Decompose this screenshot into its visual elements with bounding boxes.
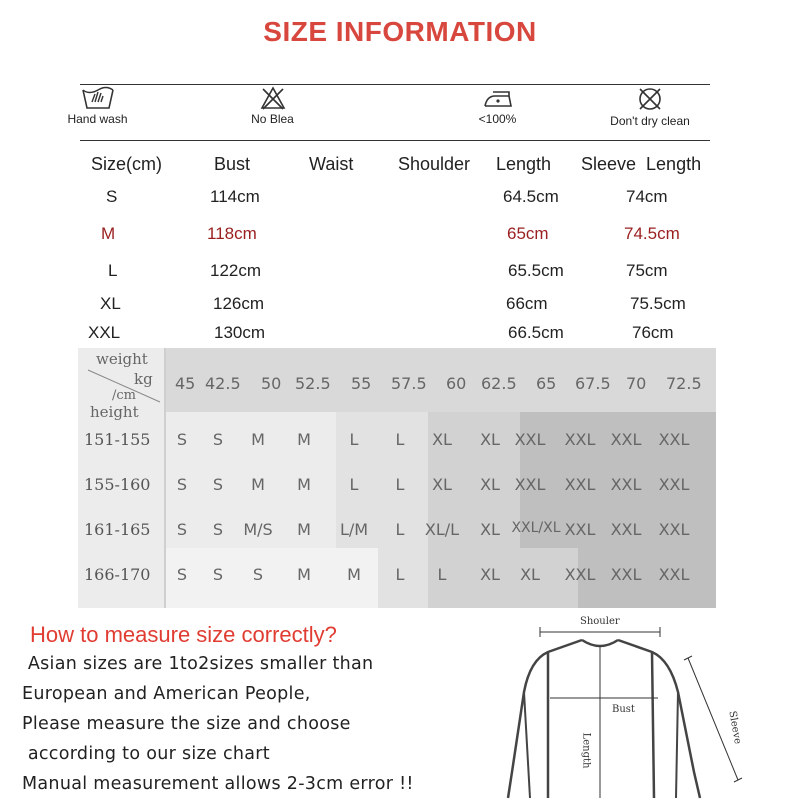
- care-label: <100%: [478, 112, 517, 126]
- bust-xl: 126cm: [213, 294, 265, 313]
- header-size: Size(cm): [91, 154, 162, 174]
- height-label: 161-165: [84, 520, 151, 539]
- care-hand-wash: [60, 86, 135, 126]
- sleeve-xxl: 76cm: [632, 323, 674, 342]
- sleeve-l: 75cm: [626, 261, 668, 280]
- weight-label: 45: [175, 374, 196, 393]
- grid-size-cell: XXL: [610, 520, 642, 539]
- howto-line: Asian sizes are 1to2sizes smaller than: [22, 654, 374, 674]
- diagram-length-label: Length: [580, 732, 592, 769]
- size-m: M: [101, 224, 116, 243]
- diagram-sleeve-label: Sleeve: [726, 710, 744, 745]
- grid-size-cell: XXL: [610, 430, 642, 449]
- height-label: 151-155: [84, 430, 151, 449]
- no-bleach-icon: [260, 86, 286, 110]
- size-xxl: XXL: [88, 323, 121, 342]
- care-label: Don't dry clean: [610, 114, 690, 128]
- diagram-bust-label: Bust: [612, 704, 635, 715]
- grid-size-cell: XXL: [564, 475, 596, 494]
- grid-size-cell: XXL: [610, 475, 642, 494]
- length-xl: 66cm: [506, 294, 548, 313]
- corner-kg: kg: [134, 370, 153, 388]
- grid-size-cell: XXL: [658, 475, 690, 494]
- grid-size-cell: XL: [480, 520, 500, 539]
- care-iron: [460, 86, 535, 126]
- care-label: Hand wash: [67, 112, 128, 126]
- sleeve-m: 74.5cm: [624, 224, 680, 243]
- weight-label: 65: [536, 374, 557, 393]
- grid-size-cell: M: [297, 430, 311, 449]
- height-label: 155-160: [84, 475, 151, 494]
- sleeve-xl: 75.5cm: [630, 294, 686, 313]
- corner-weight: weight: [96, 350, 148, 368]
- howto-line: Manual measurement allows 2-3cm error !!: [22, 774, 414, 794]
- grid-size-cell: S: [252, 565, 264, 584]
- weight-label: 67.5: [575, 374, 611, 393]
- grid-size-cell: M: [251, 475, 265, 494]
- grid-size-cell: XL: [480, 430, 500, 449]
- grid-size-cell: XXL: [514, 475, 546, 494]
- weight-label: 72.5: [666, 374, 702, 393]
- care-top-rule: [80, 84, 710, 85]
- length-xxl: 66.5cm: [508, 323, 564, 342]
- weight-label: 62.5: [481, 374, 517, 393]
- weight-label: 60: [446, 374, 467, 393]
- grid-size-cell: S: [212, 565, 224, 584]
- grid-size-cell: L/M: [339, 520, 369, 539]
- grid-size-cell: L: [349, 475, 359, 494]
- grid-size-cell: M: [347, 565, 361, 584]
- grid-size-cell: S: [212, 520, 224, 539]
- grid-size-cell: L: [349, 430, 359, 449]
- grid-size-cell: M/S: [243, 520, 273, 539]
- iron-icon: [481, 86, 515, 110]
- size-l: L: [108, 261, 118, 280]
- grid-size-cell: XXL: [610, 565, 642, 584]
- grid-size-cell: XXL/XL: [511, 520, 561, 536]
- bust-m: 118cm: [207, 224, 257, 243]
- header-shoulder: Shoulder: [398, 154, 471, 174]
- grid-size-cell: XXL: [658, 565, 690, 584]
- sleeve-s: 74cm: [626, 187, 668, 206]
- grid-size-cell: M: [297, 565, 311, 584]
- howto-line: Please measure the size and choose: [22, 714, 351, 734]
- grid-size-cell: S: [176, 565, 188, 584]
- weight-label: 55: [351, 374, 372, 393]
- grid-size-cell: S: [212, 430, 224, 449]
- grid-size-cell: XL: [520, 565, 540, 584]
- grid-size-cell: L: [395, 520, 405, 539]
- grid-size-cell: XXL: [564, 565, 596, 584]
- grid-size-cell: S: [212, 475, 224, 494]
- weight-label: 50: [261, 374, 282, 393]
- care-bottom-rule: [80, 140, 710, 141]
- header-length: Length: [496, 154, 552, 174]
- grid-size-cell: L: [395, 565, 405, 584]
- weight-label: 57.5: [391, 374, 427, 393]
- grid-size-cell: M: [297, 520, 311, 539]
- howto-line: European and American People,: [22, 684, 311, 704]
- length-m: 65cm: [507, 224, 549, 243]
- grid-size-cell: XXL: [564, 430, 596, 449]
- grid-size-cell: XL: [432, 475, 452, 494]
- howto-line: according to our size chart: [22, 744, 270, 764]
- length-s: 64.5cm: [503, 187, 559, 206]
- howto-heading: How to measure size correctly?: [30, 622, 337, 647]
- page-title: SIZE INFORMATION: [263, 16, 537, 47]
- weight-label: 70: [626, 374, 647, 393]
- grid-size-cell: S: [176, 430, 188, 449]
- care-no-dry-clean: [600, 86, 700, 128]
- grid-size-cell: XL: [480, 565, 500, 584]
- grid-size-cell: S: [176, 520, 188, 539]
- length-l: 65.5cm: [508, 261, 564, 280]
- height-label: 166-170: [84, 565, 151, 584]
- grid-size-cell: XXL: [658, 430, 690, 449]
- corner-cm: /cm: [112, 388, 136, 403]
- weight-label: 52.5: [295, 374, 331, 393]
- care-label: No Blea: [251, 112, 294, 126]
- grid-size-cell: L: [437, 565, 447, 584]
- diagram-shoulder-label: Shouler: [580, 616, 620, 627]
- care-no-bleach: [235, 86, 310, 126]
- header-waist: Waist: [309, 154, 354, 174]
- size-s: S: [106, 187, 118, 206]
- grid-size-cell: XL: [480, 475, 500, 494]
- grid-size-cell: L: [395, 430, 405, 449]
- size-recommendation-grid: [78, 348, 716, 608]
- corner-diagonal: [84, 366, 164, 406]
- hand-wash-icon: [81, 86, 115, 110]
- header-sleeve-length: Sleeve Length: [581, 154, 702, 174]
- grid-size-cell: XXL: [514, 430, 546, 449]
- grid-size-cell: XXL: [658, 520, 690, 539]
- size-xl: XL: [100, 294, 121, 313]
- bust-l: 122cm: [210, 261, 262, 280]
- bust-s: 114cm: [210, 187, 260, 206]
- header-bust: Bust: [214, 154, 251, 174]
- no-dry-clean-icon: [636, 86, 664, 112]
- grid-size-cell: XXL: [564, 520, 596, 539]
- grid-size-cell: XL/L: [424, 520, 460, 539]
- grid-size-cell: M: [251, 430, 265, 449]
- grid-size-cell: L: [395, 475, 405, 494]
- corner-height: height: [90, 403, 139, 421]
- grid-size-cell: M: [297, 475, 311, 494]
- weight-label: 42.5: [205, 374, 241, 393]
- grid-size-cell: XL: [432, 430, 452, 449]
- grid-size-cell: S: [176, 475, 188, 494]
- bust-xxl: 130cm: [214, 323, 266, 342]
